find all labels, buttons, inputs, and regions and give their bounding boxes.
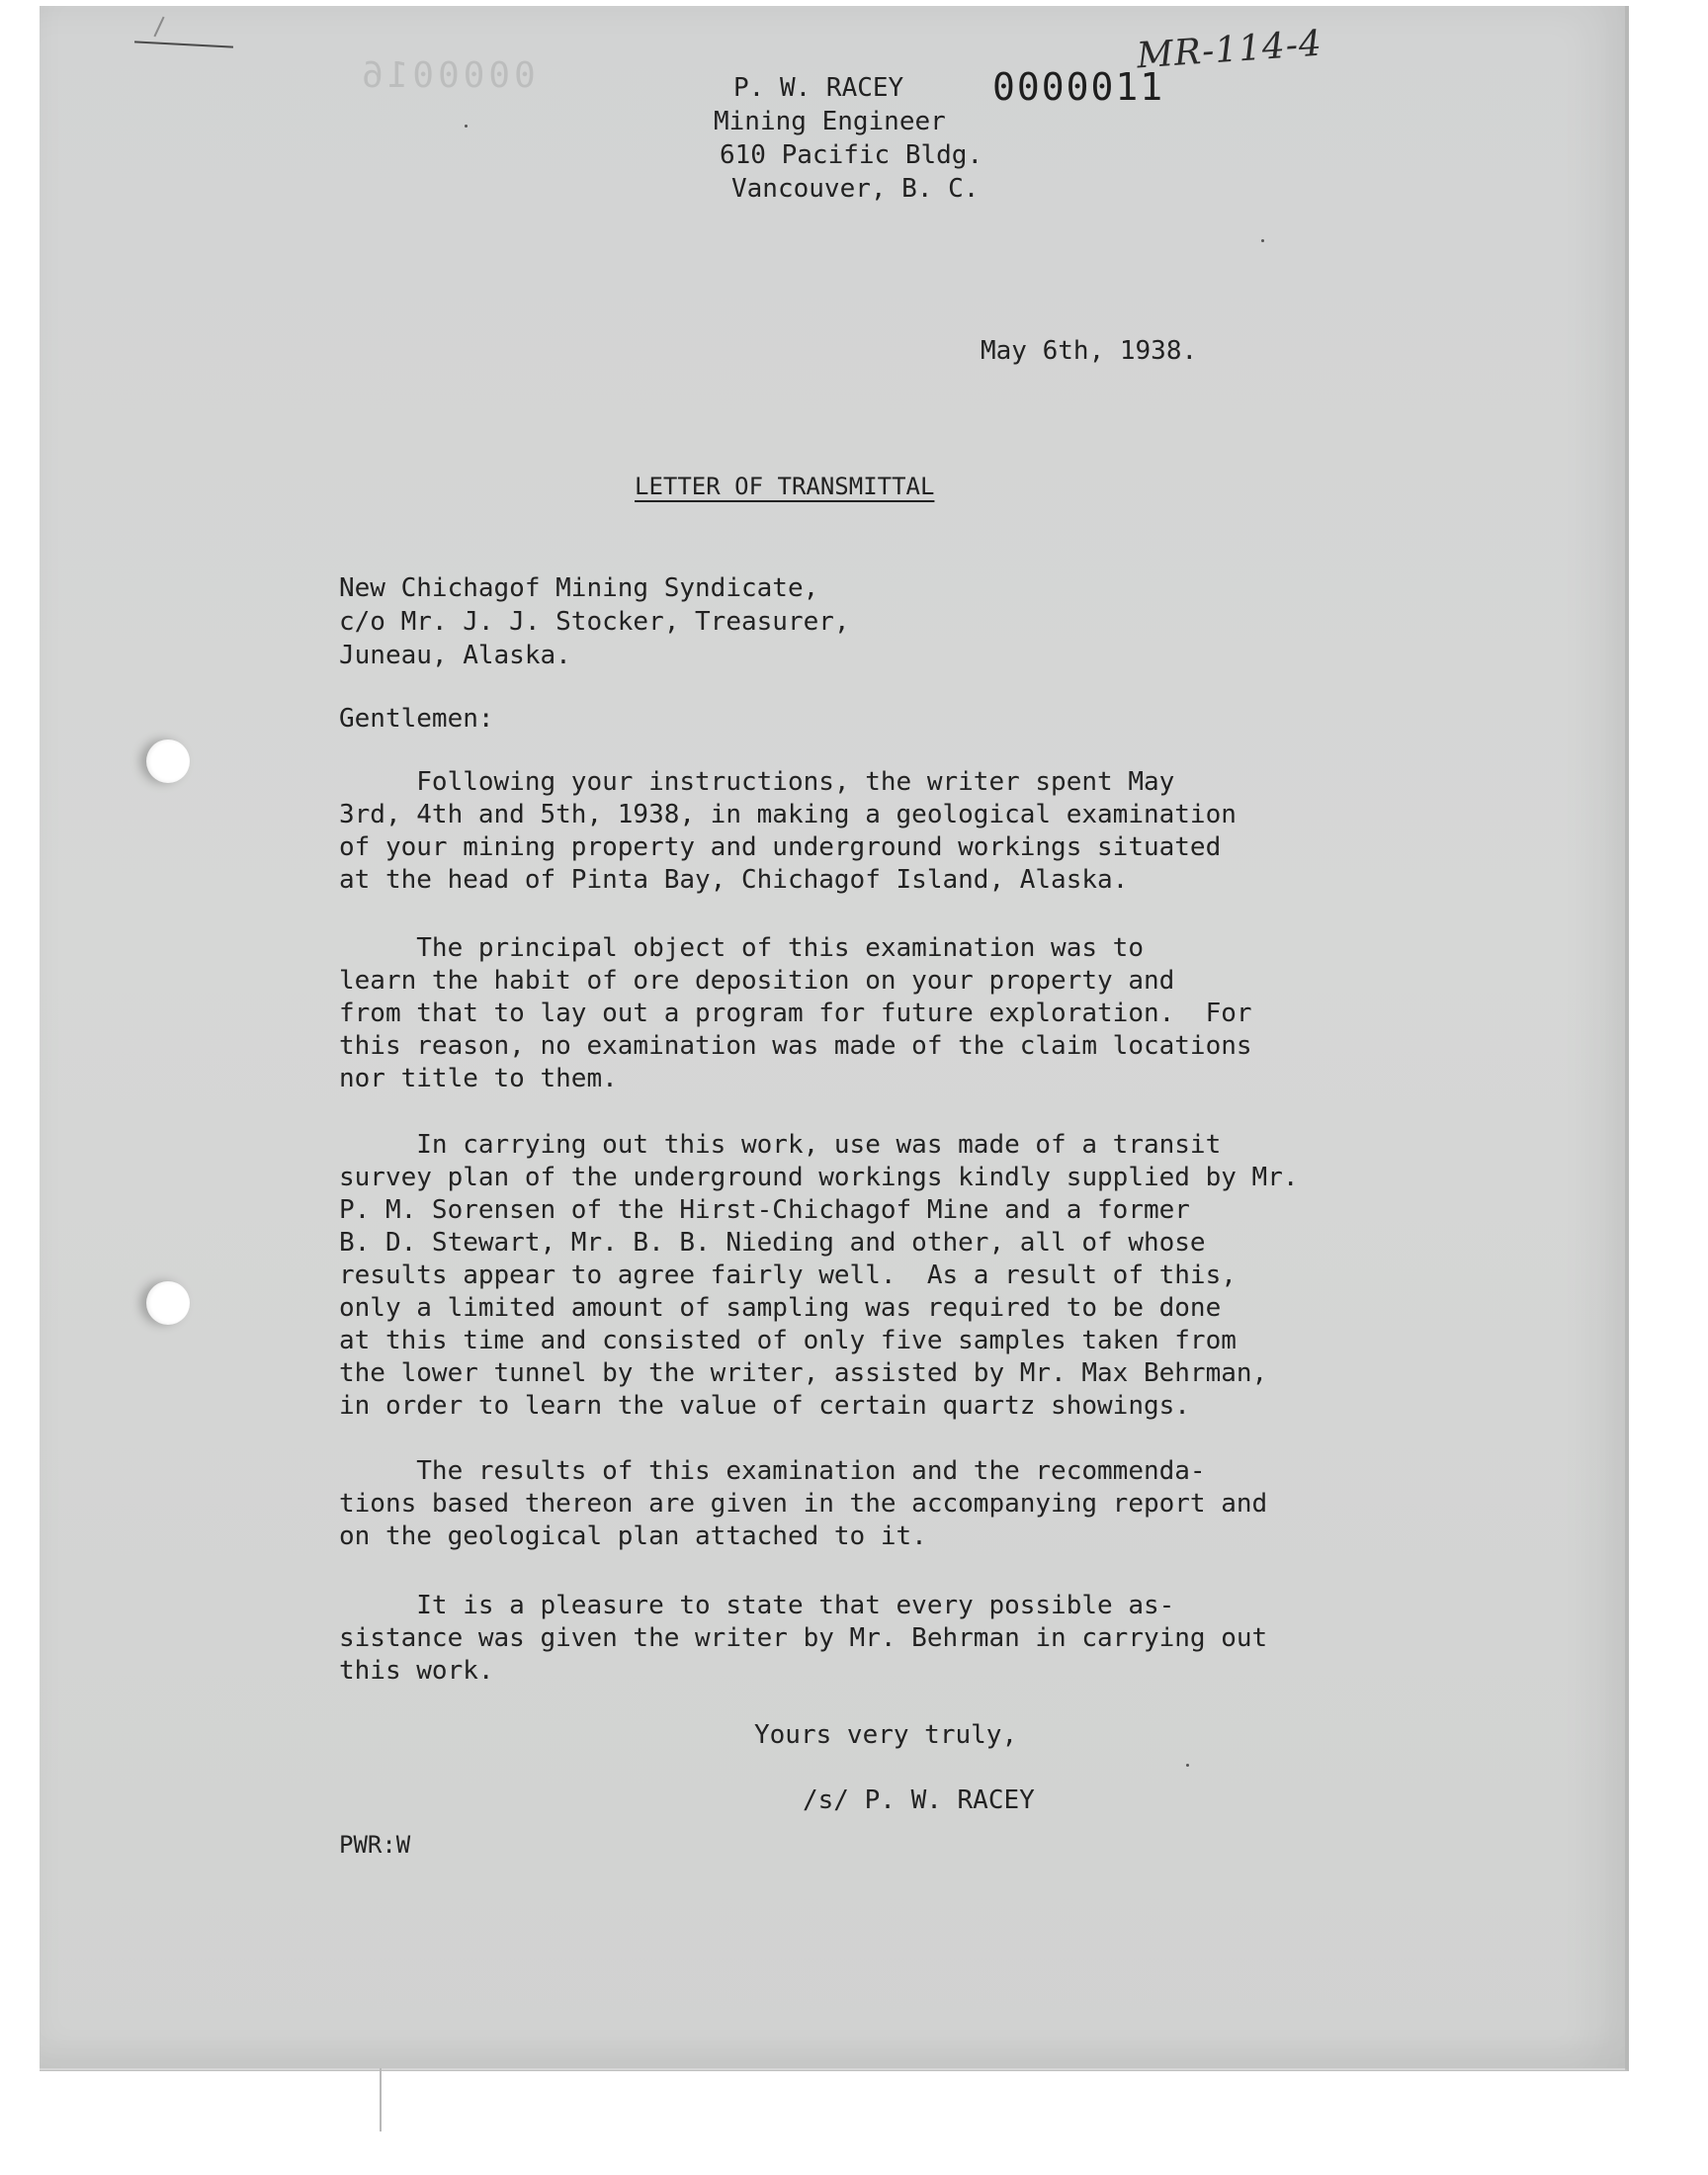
paper-speck xyxy=(465,125,468,128)
letterhead-building: 610 Pacific Bldg. xyxy=(720,140,983,170)
corner-tick xyxy=(153,17,164,38)
signature-line: /s/ P. W. RACEY xyxy=(803,1785,1035,1815)
page-number-stamp: 0000011 xyxy=(992,65,1165,109)
letter-heading: LETTER OF TRANSMITTAL xyxy=(635,473,935,500)
corner-scratch xyxy=(134,41,233,47)
letter-date: May 6th, 1938. xyxy=(981,336,1198,366)
body-paragraph: In carrying out this work, use was made of a transit survey plan of the underground workings kindly supplied by Mr. P. M. Sorensen of the Hirst-Chichagof Mine and a former B. D. Stewart, Mr. B. B. Nieding and other, all of whose results appear to agree fairly well. As a result of this, only a limited amount of sampling was required to be done at this time and consisted of only five samples taken from the lower tunnel by the writer, assisted by Mr. Max Behrman, in order to learn the value of certain quartz showings. xyxy=(339,1130,1299,1421)
complimentary-close: Yours very truly, xyxy=(754,1720,1018,1750)
addressee-block xyxy=(339,571,850,672)
letterhead-city: Vancouver, B. C. xyxy=(731,174,980,204)
letterhead xyxy=(672,71,1048,206)
paper-speck xyxy=(1261,239,1264,242)
handwritten-reference: MR-114-4 xyxy=(1135,23,1324,77)
underlying-sheet-line xyxy=(380,2068,382,2132)
typist-initials: PWR:W xyxy=(339,1831,411,1859)
addressee-line: New Chichagof Mining Syndicate, xyxy=(339,573,819,603)
punch-hole xyxy=(146,740,190,783)
salutation: Gentlemen: xyxy=(339,704,494,734)
addressee-line: Juneau, Alaska. xyxy=(339,641,571,670)
body-paragraph: Following your instructions, the writer spent May 3rd, 4th and 5th, 1938, in making a geological examination of your mining property and underground workings situated at the head of Pinta Bay, Chichagof Island, Alaska. xyxy=(339,767,1237,895)
addressee-line: c/o Mr. J. J. Stocker, Treasurer, xyxy=(339,607,850,637)
letterhead-name: P. W. RACEY xyxy=(733,73,904,103)
bleed-through-number: 0000016 xyxy=(358,55,536,96)
underlying-sheet-edge xyxy=(40,2068,1625,2070)
body-paragraph: The principal object of this examination was to learn the habit of ore deposition on your property and from that to lay out a program for future exploration. For this reason, no examination was made of the claim locations nor title to them. xyxy=(339,933,1252,1093)
body-paragraph: It is a pleasure to state that every possible as- sistance was given the writer by Mr. Behrman in carrying out this work. xyxy=(339,1591,1268,1686)
paper-speck xyxy=(1186,1764,1189,1767)
body-paragraph: The results of this examination and the recommenda- tions based thereon are given in the accompanying report and on the geological plan attached to it. xyxy=(339,1456,1268,1551)
punch-hole xyxy=(146,1281,190,1325)
letterhead-title: Mining Engineer xyxy=(714,107,946,136)
